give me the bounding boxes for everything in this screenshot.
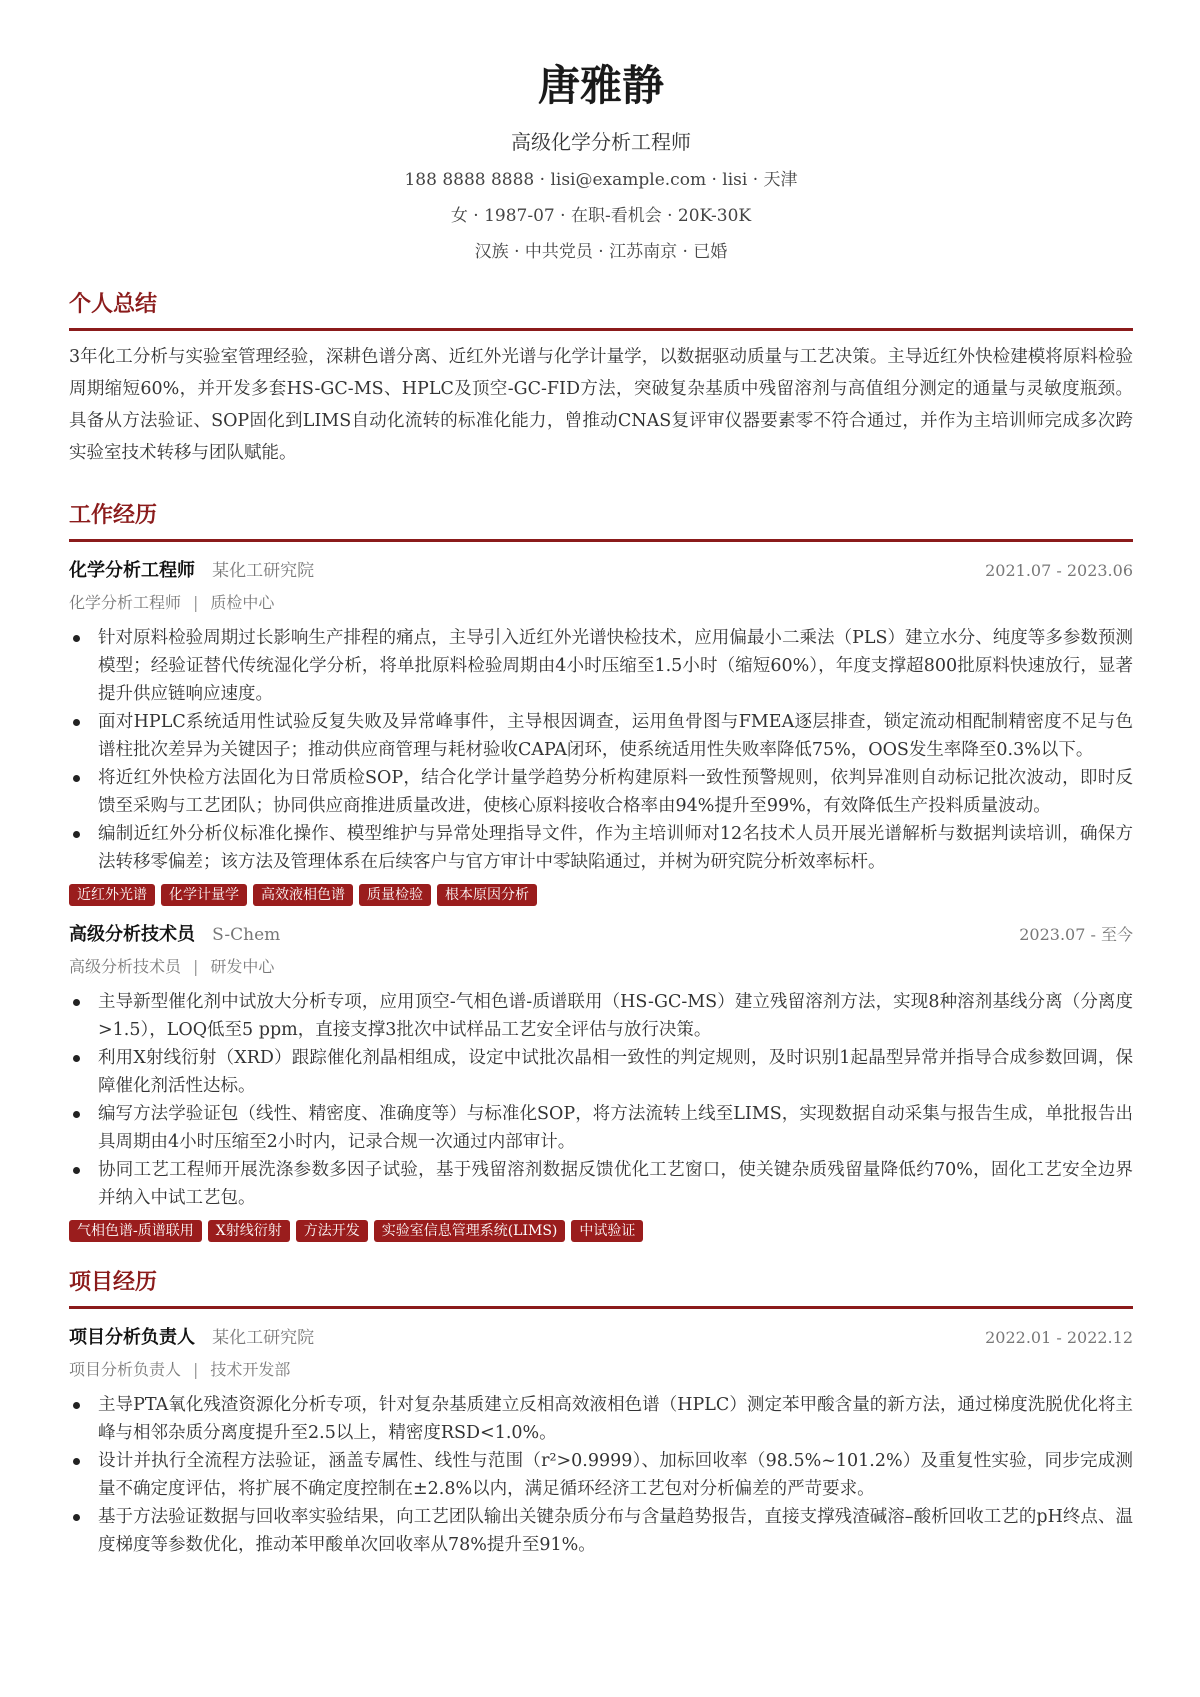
skill-tag: 高效液相色谱 <box>253 884 353 906</box>
project-company: 某化工研究院 <box>212 1328 315 1348</box>
job-date: 2021.07 - 2023.06 <box>985 561 1133 580</box>
job-subline <box>69 588 1133 618</box>
job-entry <box>69 556 1133 906</box>
job-title: 化学分析工程师 <box>69 560 195 581</box>
job-department: 质检中心 <box>210 593 275 612</box>
summary-text: 3年化工分析与实验室管理经验，深耕色谱分离、近红外光谱与化学计量学，以数据驱动质量与工艺决策。主导近红外快检建模将原料检验周期缩短60%，并开发多套HS-GC-MS、HPLC及顶空-GC-FID方法，突破复杂基质中残留溶剂与高值组分测定的通量与灵敏度瓶颈。具备从方法验证、SOP固化到LIMS自动化流转的标准化能力，曾推动CNAS复评审仪器要素零不符合通过，并作为主培训师完成多次跨实验室技术转移与团队赋能。 <box>69 347 1133 463</box>
job-heading <box>69 556 314 586</box>
bullet-item: 面对HPLC系统适用性试验反复失败及异常峰事件，主导根因调查，运用鱼骨图与FMEA逐层排查，锁定流动相配制精密度不足与色谱柱批次差异为关键因子；推动供应商管理与耗材验收CAPA闭环，使系统适用性失败率降低75%，OOS发生率降至0.3%以下。 <box>69 708 1133 764</box>
bullet-item: 将近红外快检方法固化为日常质检SOP，结合化学计量学趋势分析构建原料一致性预警规则，依判异准则自动标记批次波动，即时反馈至采购与工艺团队；协同供应商推进质量改进，使核心原料接收合格率由94%提升至99%，有效降低生产投料质量波动。 <box>69 764 1133 820</box>
skill-tags <box>69 1220 1133 1242</box>
job-entry <box>69 920 1133 1242</box>
work-title: 工作经历 <box>69 499 1133 542</box>
skill-tag: 气相色谱-质谱联用 <box>69 1220 202 1242</box>
job-title: 高级分析技术员 <box>69 924 195 945</box>
bullet-item: 编写方法学验证包（线性、精密度、准确度等）与标准化SOP，将方法流转上线至LIMS，实现数据自动采集与报告生成，单批报告出具周期由4小时压缩至2小时内，记录合规一次通过内部审计。 <box>69 1100 1133 1156</box>
separator: | <box>193 1360 199 1379</box>
job-bullets <box>69 624 1133 876</box>
bullet-item: 针对原料检验周期过长影响生产排程的痛点，主导引入近红外光谱快检技术，应用偏最小二乘法（PLS）建立水分、纯度等多参数预测模型；经验证替代传统湿化学分析，将单批原料检验周期由4小时压缩至1.5小时（缩短60%），年度支撑超800批原料快速放行，显著提升供应链响应速度。 <box>69 624 1133 708</box>
resume-header <box>69 0 1133 265</box>
project-bullets <box>69 1391 1133 1559</box>
job-heading <box>69 920 280 950</box>
separator: | <box>193 957 199 976</box>
job-company: S-Chem <box>212 925 281 945</box>
skill-tag: 实验室信息管理系统(LIMS) <box>374 1220 566 1242</box>
job-subline <box>69 952 1133 982</box>
work-section <box>69 499 1133 1242</box>
bullet-item: 主导新型催化剂中试放大分析专项，应用顶空-气相色谱-质谱联用（HS-GC-MS）建立残留溶剂方法，实现8种溶剂基线分离（分离度>1.5），LOQ低至5 ppm，直接支撑3批次中试样品工艺安全评估与放行决策。 <box>69 988 1133 1044</box>
skill-tag: X射线衍射 <box>208 1220 290 1242</box>
skill-tag: 化学计量学 <box>161 884 247 906</box>
skill-tag: 方法开发 <box>296 1220 368 1242</box>
project-title: 项目分析负责人 <box>69 1327 195 1348</box>
skill-tag: 质量检验 <box>359 884 431 906</box>
job-department: 研发中心 <box>210 957 275 976</box>
skill-tag: 中试验证 <box>571 1220 643 1242</box>
job-header <box>69 920 1133 950</box>
project-position: 项目分析负责人 <box>69 1360 182 1379</box>
job-header <box>69 556 1133 586</box>
skill-tags <box>69 884 1133 906</box>
job-company: 某化工研究院 <box>212 561 315 581</box>
summary-section <box>69 288 1133 469</box>
candidate-name: 唐雅静 <box>537 61 664 110</box>
job-position: 化学分析工程师 <box>69 593 182 612</box>
job-date: 2023.07 - 至今 <box>1019 925 1133 944</box>
job-position: 高级分析技术员 <box>69 957 182 976</box>
skill-tag: 根本原因分析 <box>437 884 537 906</box>
background-info: 汉族 · 中共党员 · 江苏南京 · 已婚 <box>474 242 728 262</box>
project-subline <box>69 1355 1133 1385</box>
project-entry <box>69 1323 1133 1559</box>
personal-info: 女 · 1987-07 · 在职-看机会 · 20K-30K <box>450 206 752 226</box>
project-heading <box>69 1323 314 1353</box>
bullet-item: 基于方法验证数据与回收率实验结果，向工艺团队输出关键杂质分布与含量趋势报告，直接支撑残渣碱溶–酸析回收工艺的pH终点、温度梯度等参数优化，推动苯甲酸单次回收率从78%提升至91%。 <box>69 1503 1133 1559</box>
skill-tag: 近红外光谱 <box>69 884 155 906</box>
project-date: 2022.01 - 2022.12 <box>985 1328 1133 1347</box>
contact-info: 188 8888 8888 · lisi@example.com · lisi · 天津 <box>404 170 798 190</box>
bullet-item: 利用X射线衍射（XRD）跟踪催化剂晶相组成，设定中试批次晶相一致性的判定规则，及时识别1起晶型异常并指导合成参数回调，保障催化剂活性达标。 <box>69 1044 1133 1100</box>
separator: | <box>193 593 199 612</box>
project-header <box>69 1323 1133 1353</box>
summary-title: 个人总结 <box>69 288 1133 331</box>
bullet-item: 协同工艺工程师开展洗涤参数多因子试验，基于残留溶剂数据反馈优化工艺窗口，使关键杂质残留量降低约70%，固化工艺安全边界并纳入中试工艺包。 <box>69 1156 1133 1212</box>
bullet-item: 设计并执行全流程方法验证，涵盖专属性、线性与范围（r²>0.9999）、加标回收率（98.5%~101.2%）及重复性实验，同步完成测量不确定度评估，将扩展不确定度控制在±2.8%以内，满足循环经济工艺包对分析偏差的严苛要求。 <box>69 1447 1133 1503</box>
project-department: 技术开发部 <box>210 1360 291 1379</box>
projects-title: 项目经历 <box>69 1266 1133 1309</box>
projects-section <box>69 1266 1133 1559</box>
bullet-item: 编制近红外分析仪标准化操作、模型维护与异常处理指导文件，作为主培训师对12名技术人员开展光谱解析与数据判读培训，确保方法转移零偏差；该方法及管理体系在后续客户与官方审计中零缺陷通过，并树为研究院分析效率标杆。 <box>69 820 1133 876</box>
job-bullets <box>69 988 1133 1212</box>
candidate-role: 高级化学分析工程师 <box>511 130 691 154</box>
bullet-item: 主导PTA氧化残渣资源化分析专项，针对复杂基质建立反相高效液相色谱（HPLC）测定苯甲酸含量的新方法，通过梯度洗脱优化将主峰与相邻杂质分离度提升至2.5以上，精密度RSD<1.0%。 <box>69 1391 1133 1447</box>
